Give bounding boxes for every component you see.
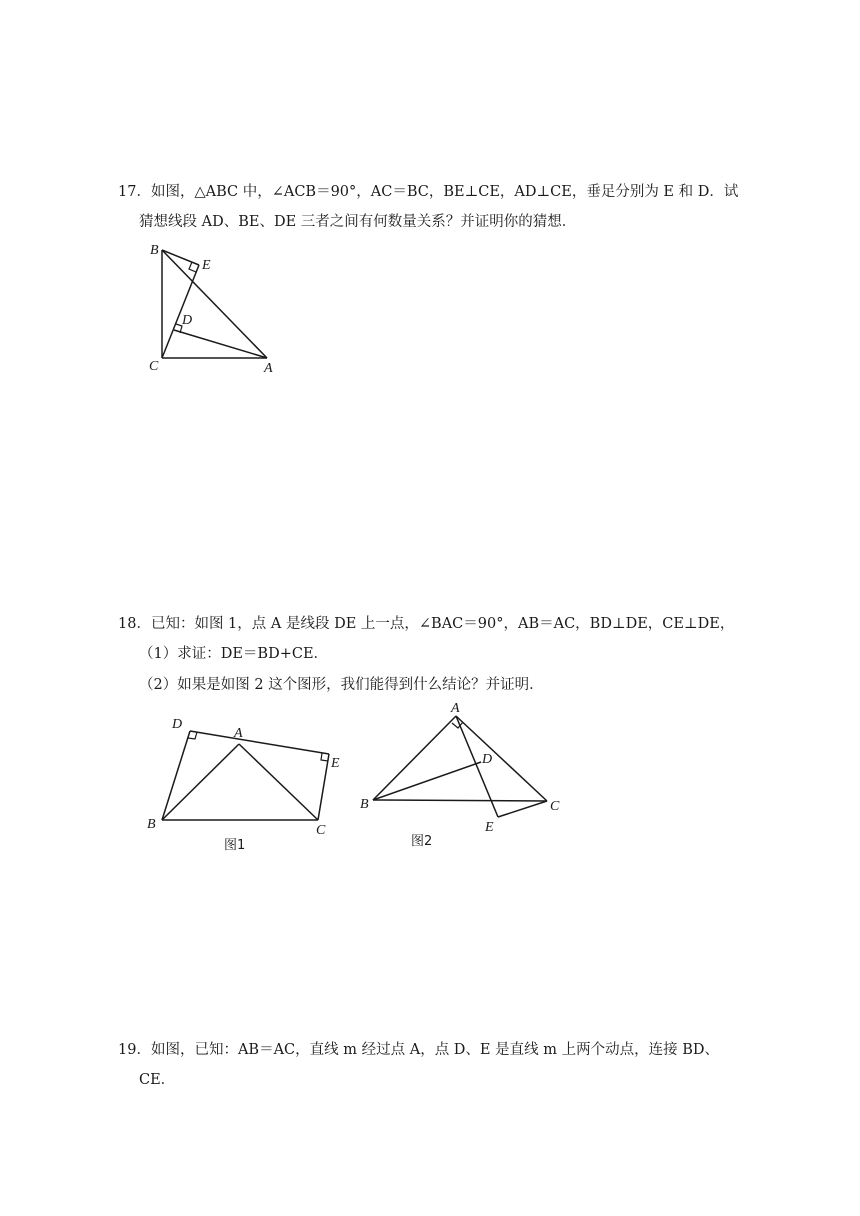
q18-text-line3: （2）如果是如图 2 这个图形，我们能得到什么结论？并证明． (139, 677, 544, 693)
q17-label-C: C (149, 359, 159, 374)
q18-text-line1: 18．已知：如图 1，点 A 是线段 DE 上一点，∠BAC＝90°，AB＝AC，BD⊥DE，CE⊥DE， (118, 616, 735, 632)
fig2-segment-BA (373, 716, 456, 800)
q17-label-A: A (264, 361, 273, 376)
fig2-label-C: C (550, 799, 560, 814)
fig1-segment-DE (190, 731, 329, 754)
fig2-segment-BC (373, 800, 547, 801)
q17-figure (140, 236, 290, 376)
q17-label-D: D (182, 313, 193, 328)
fig1-label-A: A (234, 726, 243, 741)
fig2-label-E: E (485, 820, 494, 835)
q17-text-line2: 猜想线段 AD、BE、DE 三者之间有何数量关系？并证明你的猜想． (139, 214, 577, 230)
fig1-label-E: E (331, 756, 340, 771)
fig2-segment-BD (373, 762, 481, 800)
fig1-segment-CE (318, 754, 329, 820)
q17-segment-CE (162, 265, 199, 358)
fig1-label-C: C (316, 823, 326, 838)
q19-text-line2: CE． (139, 1072, 176, 1088)
fig2-label-B: B (360, 797, 369, 812)
fig2-segment-AC (456, 716, 547, 801)
q17-label-B: B (150, 243, 159, 258)
q18-text-line2: （1）求证：DE＝BD+CE． (139, 646, 329, 662)
q17-label-E: E (202, 258, 211, 273)
fig2-label-D: D (482, 752, 493, 767)
fig1-label-B: B (147, 817, 156, 832)
q17-segment-BE (162, 250, 199, 265)
fig1-label-D: D (172, 717, 183, 732)
fig1-segment-AC (239, 744, 318, 820)
fig2-caption: 图2 (411, 834, 433, 849)
fig1-caption: 图1 (224, 838, 246, 853)
q18-figure2 (355, 696, 570, 836)
fig2-label-A: A (451, 701, 460, 716)
q17-text-line1: 17．如图，△ABC 中，∠ACB＝90°，AC＝BC，BE⊥CE，AD⊥CE，垂足分别为 E 和 D．试 (118, 184, 739, 200)
q19-text-line1: 19．如图，已知：AB＝AC，直线 m 经过点 A，点 D、E 是直线 m 上两个动点，连接 BD、 (118, 1042, 719, 1058)
q18-figure1 (140, 710, 350, 840)
fig2-segment-EC (498, 801, 547, 817)
